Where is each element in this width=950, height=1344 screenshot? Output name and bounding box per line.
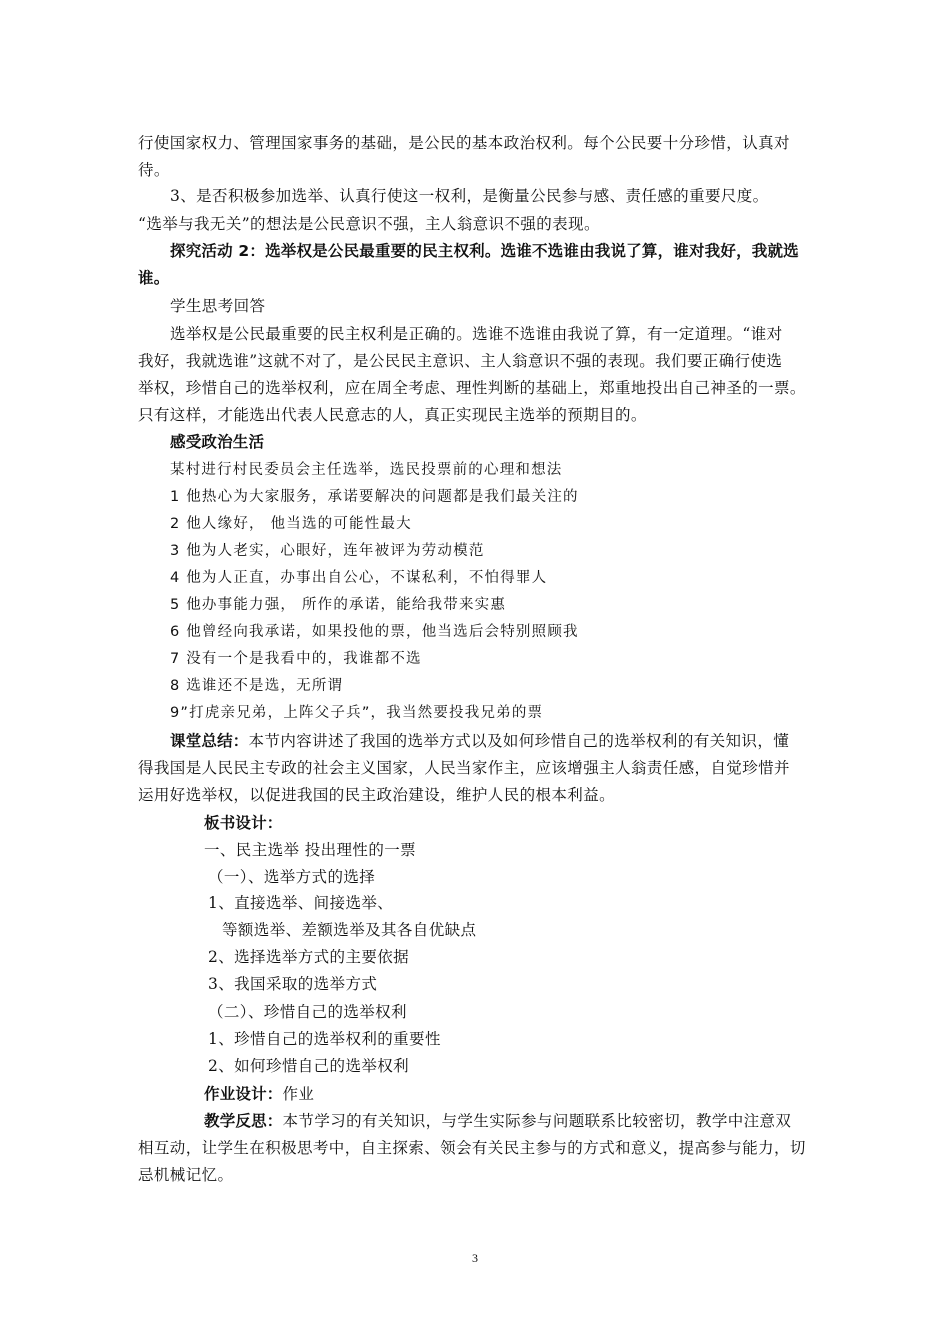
list-item: 8 选谁还不是选，无所谓	[170, 678, 344, 694]
list-item: 4 他为人正直，办事出自公心，不谋私利，不怕得罪人	[170, 570, 548, 586]
list-item: 5 他办事能力强， 所作的承诺，能给我带来实惠	[170, 597, 507, 613]
reflection-text: 本节学习的有关知识，与学生实际参与问题联系比较密切，教学中注意双	[282, 1112, 792, 1130]
section-heading: 板书设计：	[204, 814, 283, 832]
outline-item: 一、民主选举 投出理性的一票	[204, 841, 417, 859]
reflection-line	[204, 1111, 884, 1131]
outline-item: 等额选举、差额选举及其各自优缺点	[222, 921, 477, 939]
paragraph-line: 待。	[138, 161, 170, 179]
outline-item: 2、选择选举方式的主要依据	[208, 948, 410, 966]
list-item: 6 他曾经向我承诺，如果投他的票，他当选后会特别照顾我	[170, 624, 579, 640]
paragraph-line: 行使国家权力、管理国家事务的基础，是公民的基本政治权利。每个公民要十分珍惜，认真对	[138, 134, 790, 152]
page-number: 3	[472, 1251, 478, 1265]
list-item: 9”打虎亲兄弟，上阵父子兵”，我当然要投我兄弟的票	[170, 705, 544, 721]
summary-label: 课堂总结：	[170, 732, 249, 750]
list-item: 7 没有一个是我看中的，我谁都不选	[170, 651, 422, 667]
list-item: 3 他为人老实，心眼好，连年被评为劳动模范	[170, 543, 485, 559]
list-item: 1 他热心为大家服务，承诺要解决的问题都是我们最关注的	[170, 489, 579, 505]
outline-item: （一）、选举方式的选择	[208, 868, 376, 886]
summary-text: 本节内容讲述了我国的选举方式以及如何珍惜自己的选举权利的有关知识，懂	[248, 732, 790, 750]
homework-line	[204, 1084, 884, 1104]
outline-item: 1、珍惜自己的选举权利的重要性	[208, 1030, 441, 1048]
paragraph-line: 我好，我就选谁”这就不对了，是公民民主意识、主人翁意识不强的表现。我们要正确行使选	[138, 352, 783, 370]
summary-line	[170, 731, 850, 751]
outline-item: 1、直接选举、间接选举、	[208, 894, 394, 912]
paragraph-line: 只有这样，才能选出代表人民意志的人，真正实现民主选举的预期目的。	[138, 406, 647, 424]
section-heading: 探究活动 2：选举权是公民最重要的民主权利。选谁不选谁由我说了算，谁对我好，我就选	[170, 242, 799, 260]
reflection-label: 教学反思：	[204, 1112, 283, 1130]
paragraph-line: 相互动，让学生在积极思考中，自主探索、领会有关民主参与的方式和意义，提高参与能力，切	[138, 1139, 806, 1157]
paragraph-line: 3、是否积极参加选举、认真行使这一权利，是衡量公民参与感、责任感的重要尺度。	[170, 187, 769, 205]
list-item: 某村进行村民委员会主任选举，选民投票前的心理和想法	[170, 462, 563, 478]
list-item: 2 他人缘好， 他当选的可能性最大	[170, 516, 412, 532]
section-heading: 感受政治生活	[170, 433, 265, 451]
paragraph-line: 学生思考回答	[170, 297, 266, 315]
paragraph-line: “选举与我无关”的想法是公民意识不强，主人翁意识不强的表现。	[138, 215, 600, 233]
outline-item: 3、我国采取的选举方式	[208, 975, 378, 993]
homework-text: 作业	[282, 1085, 315, 1103]
section-heading: 谁。	[138, 269, 170, 287]
paragraph-line: 运用好选举权，以促进我国的民主政治建设，维护人民的根本利益。	[138, 786, 616, 804]
paragraph-line: 举权，珍惜自己的选举权利，应在周全考虑、理性判断的基础上，郑重地投出自己神圣的一票。	[138, 379, 806, 397]
paragraph-line: 得我国是人民民主专政的社会主义国家，人民当家作主，应该增强主人翁责任感，自觉珍惜并	[138, 759, 790, 777]
paragraph-line: 忌机械记忆。	[138, 1166, 234, 1184]
outline-item: 2、如何珍惜自己的选举权利	[208, 1057, 410, 1075]
outline-item: （二）、珍惜自己的选举权利	[208, 1003, 407, 1021]
homework-label: 作业设计：	[204, 1085, 283, 1103]
paragraph-line: 选举权是公民最重要的民主权利是正确的。选谁不选谁由我说了算，有一定道理。“谁对	[170, 325, 783, 343]
